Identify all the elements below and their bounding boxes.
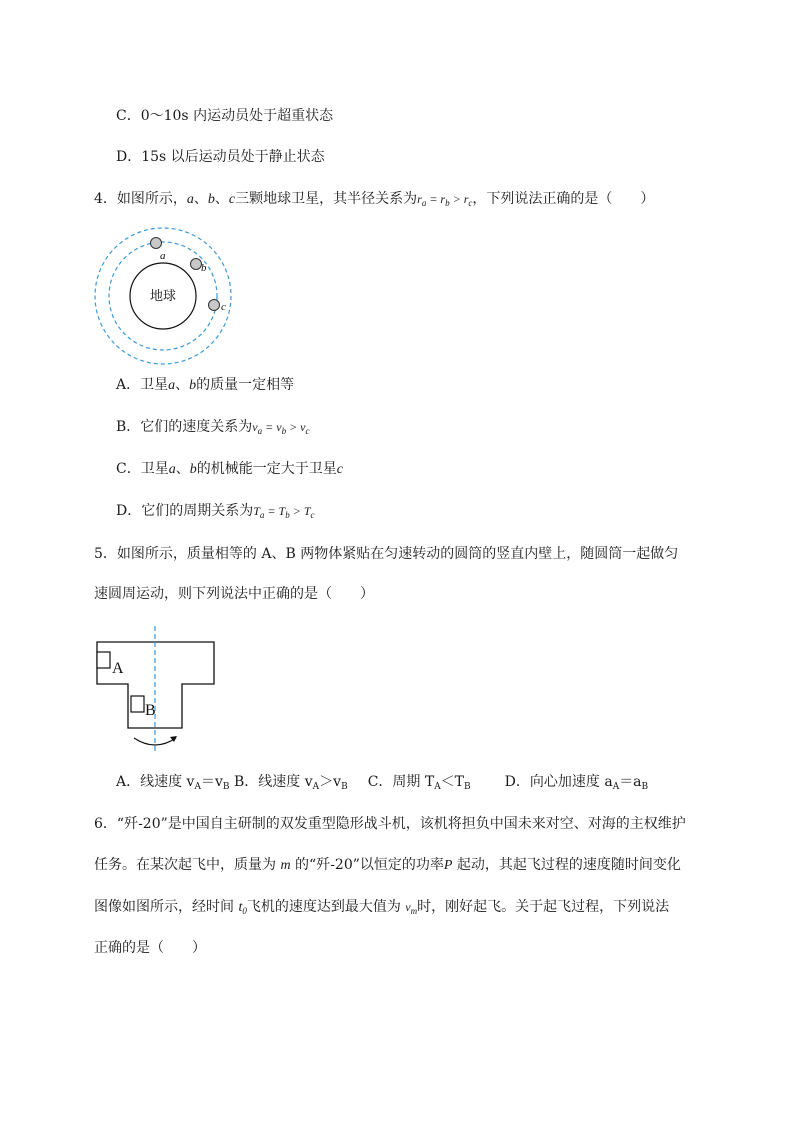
satellite-c-label: c [221, 301, 226, 313]
block-b [131, 696, 144, 712]
satellite-b-label: b [201, 262, 207, 274]
q4-var-c: c [228, 192, 236, 207]
q4-var-a: a [186, 192, 194, 207]
q5-option-b: B．线速度 $v_A>v_B$ [233, 774, 348, 792]
block-b-label: B [145, 702, 156, 719]
q4-radius-relation: $r_a = r_b > r_c$ [417, 192, 473, 208]
satellite-c [209, 300, 220, 311]
earth-label: 地球 [149, 289, 177, 304]
q4-stem-mid: 三颗地球卫星，其半径关系为 [235, 191, 418, 207]
q4-orbit-figure [92, 226, 238, 372]
q6-line3: 图像如图所示，经时间 $t_0$飞机的速度达到最大值为 $v_m$时，刚好起飞。关于起飞过程，下列说法 [94, 899, 670, 916]
q4-sep2: 、 [214, 191, 229, 207]
q5-option-a: A．线速度 $v_A=v_B$ [116, 774, 230, 792]
q4-option-c: C．卫星a、b的机械能一定大于卫星c [116, 461, 343, 477]
q5-cylinder-figure [94, 624, 218, 754]
q5-stem-line2: 速圆周运动，则下列说法中正确的是（ ） [94, 586, 374, 602]
q3-option-c: C．0～10s 内运动员处于超重状态 [116, 108, 334, 124]
q5-option-c: C．周期 $T_A<T_B$ [367, 774, 471, 792]
q6-line1: 6．“歼-20”是中国自主研制的双发重型隐形战斗机，该机将担负中国未来对空、对海的主权维护 [94, 816, 686, 832]
block-a-label: A [112, 660, 124, 677]
q4-stem-suffix: ，下列说法正确的是（ ） [472, 191, 655, 207]
q5-stem-line1: 5．如图所示，质量相等的 A、B 两物体紧贴在匀速转动的圆筒的竖直内壁上，随圆筒一起做匀 [94, 546, 679, 562]
q4-option-a: A．卫星a、b的质量一定相等 [116, 377, 295, 393]
q6-line4: 正确的是（ ） [94, 940, 206, 956]
satellite-a-label: a [160, 250, 166, 262]
q4-var-b: b [207, 192, 215, 207]
satellite-a [151, 238, 162, 249]
q4-stem-prefix: 4．如图所示， [94, 191, 187, 207]
q5-option-d: D．向心加速度 $a_A=a_B$ [504, 774, 649, 792]
q4-stem [94, 189, 654, 210]
q6-line2: 任务。在某次起飞中，质量为 m 的“歼-20”以恒定的功率P 起动，其起飞过程的速度随时间变化 [94, 857, 681, 873]
q5-options [116, 772, 648, 792]
block-a [97, 652, 110, 668]
q4-sep1: 、 [193, 191, 208, 207]
q3-option-d: D．15s 以后运动员处于静止状态 [116, 149, 325, 165]
satellite-b [191, 259, 202, 270]
q4-option-b: B．它们的速度关系为$v_a = v_b > v_c$ [116, 419, 310, 436]
q4-option-d: D．它们的周期关系为$T_a = T_b > T_c$ [116, 503, 315, 520]
